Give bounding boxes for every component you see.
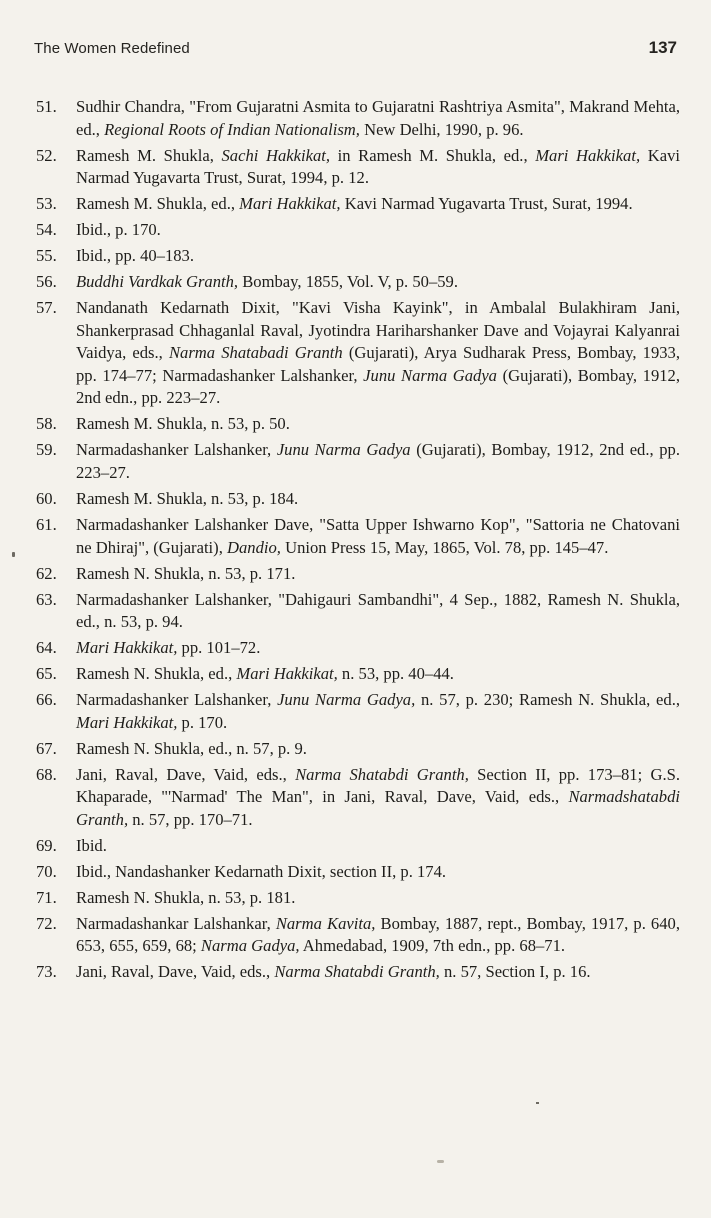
endnote-number: 73. (36, 962, 57, 982)
endnote-number: 70. (36, 861, 57, 881)
endnote-text-run: Ibid., Nandashanker Kedarnath Dixit, section II, p. 174. (76, 861, 447, 881)
endnote-text (76, 913, 680, 958)
endnote-item (36, 488, 680, 511)
endnote-title-italic: Narma Shatabadi Granth (168, 343, 343, 363)
endnote-text-run: pp. 101–72. (177, 638, 261, 658)
endnote-text-run: Ibid. (76, 835, 107, 855)
endnote-item (36, 738, 680, 761)
endnote-item (36, 413, 680, 436)
endnote-text (76, 835, 680, 858)
endnote-number: 68. (36, 764, 57, 784)
endnote-number: 62. (36, 563, 57, 583)
endnote-item (36, 219, 680, 242)
endnote-title-italic: Junu Narma Gadya (363, 365, 497, 385)
endnote-title-italic: Mari Hakkikat, (239, 194, 341, 214)
endnote-item (36, 887, 680, 910)
endnote-text-run: Ramesh M. Shukla, n. 53, p. 50. (76, 414, 290, 434)
endnote-text (76, 488, 680, 511)
margin-speck (12, 552, 15, 557)
endnote-item (36, 96, 680, 141)
endnote-item (36, 563, 680, 586)
endnote-text (76, 297, 680, 410)
endnote-text-run: Ibid., pp. 40–183. (76, 246, 194, 266)
endnote-text-run: Bombay, 1855, Vol. V, p. 50–59. (238, 272, 458, 292)
endnotes-list (36, 96, 680, 987)
endnote-item (36, 439, 680, 484)
endnote-text-run: Ramesh N. Shukla, n. 53, p. 171. (76, 563, 296, 583)
endnote-text (76, 563, 680, 586)
endnote-text-run: Ahmedabad, 1909, 7th edn., pp. 68–71. (299, 936, 566, 956)
endnote-number: 71. (36, 887, 57, 907)
endnote-text (76, 413, 680, 436)
endnote-text (76, 96, 680, 141)
endnote-title-italic: Mari Hakkikat, (76, 638, 178, 658)
endnote-text (76, 637, 680, 660)
endnote-item (36, 835, 680, 858)
endnote-text-run: Ramesh M. Shukla, ed., (76, 194, 240, 214)
endnote-title-italic: Narmadshatabdi Granth, (76, 787, 680, 829)
endnote-text-run: Kavi Narmad Yugavarta Trust, Surat, 1994, p. 12. (76, 145, 680, 188)
endnote-text (76, 663, 680, 686)
endnote-item (36, 913, 680, 958)
endnote-text-run: Jani, Raval, Dave, Vaid, eds., (76, 962, 275, 982)
endnote-title-italic: Narma Gadya, (200, 936, 300, 956)
endnote-title-italic: Buddhi Vardkak Granth, (76, 272, 239, 292)
endnote-text-run: Ramesh N. Shukla, ed., (76, 664, 237, 684)
endnote-text (76, 764, 680, 832)
endnote-title-italic: Sachi Hakkikat, (221, 145, 331, 165)
endnote-number: 58. (36, 414, 57, 434)
endnote-title-italic: Narma Shatabdi Granth, (274, 962, 440, 982)
endnote-text-run: n. 57, p. 230; Ramesh N. Shukla, ed., (415, 690, 680, 710)
endnote-number: 63. (36, 589, 57, 609)
endnote-number: 66. (36, 690, 57, 710)
endnote-text (76, 245, 680, 268)
endnote-text-run: Narmadashanker Lalshanker Dave, "Satta Upper Ishwarno Kop", "Sattoria ne Chatovani ne Dhiraj", (Gujarati), (76, 515, 680, 557)
endnote-title-italic: Junu Narma Gadya, (277, 690, 416, 710)
endnote-item (36, 514, 680, 559)
endnote-text (76, 689, 680, 734)
endnote-text-run: n. 57, Section I, p. 16. (439, 962, 591, 982)
endnote-item (36, 637, 680, 660)
endnote-text (76, 514, 680, 559)
endnote-number: 51. (36, 97, 57, 116)
endnote-title-italic: Mari Hakkikat, (76, 712, 178, 732)
endnote-text-run: Ramesh N. Shukla, n. 53, p. 181. (76, 887, 296, 907)
endnote-text-run: (Gujarati), Bombay, 1912, 2nd ed., pp. 223–27. (76, 440, 680, 483)
endnote-item (36, 764, 680, 832)
endnote-text-run: n. 53, pp. 40–44. (337, 664, 454, 684)
print-smudge (437, 1160, 444, 1163)
endnote-text-run: Narmadashanker Lalshanker, (76, 440, 277, 460)
endnote-item (36, 271, 680, 294)
endnote-item (36, 861, 680, 884)
endnote-text-run: Bombay, 1887, rept., Bombay, 1917, p. 640, 653, 655, 659, 68; (76, 913, 680, 956)
endnote-number: 59. (36, 440, 57, 460)
endnote-item (36, 145, 680, 190)
endnote-text-run: Ramesh N. Shukla, ed., n. 57, p. 9. (76, 738, 307, 758)
endnote-text-run: Ramesh M. Shukla, (76, 145, 222, 165)
endnote-item (36, 689, 680, 734)
endnote-number: 55. (36, 246, 57, 266)
endnote-text (76, 589, 680, 634)
endnote-number: 53. (36, 194, 57, 214)
endnote-text (76, 271, 680, 294)
endnote-text-run: Jani, Raval, Dave, Vaid, eds., (76, 764, 296, 784)
endnote-text-run: in Ramesh M. Shukla, ed., (330, 145, 536, 165)
endnote-title-italic: Dandio, (227, 537, 281, 557)
endnote-text-run: p. 170. (177, 712, 228, 732)
endnote-title-italic: Narma Shatabdi Granth, (295, 764, 469, 784)
endnote-text-run: New Delhi, 1990, p. 96. (359, 119, 524, 139)
endnote-text (76, 439, 680, 484)
endnote-number: 56. (36, 272, 57, 292)
endnote-text-run: (Gujarati), Bombay, 1912, 2nd edn., pp. 223–27. (76, 365, 680, 408)
print-speck (536, 1102, 539, 1104)
page-number: 137 (648, 38, 677, 57)
endnote-text-run: n. 57, pp. 170–71. (128, 809, 253, 829)
endnote-text (76, 219, 680, 242)
endnote-number: 54. (36, 220, 57, 240)
endnote-text (76, 193, 680, 216)
endnote-text-run: Ramesh M. Shukla, n. 53, p. 184. (76, 489, 299, 509)
endnote-text (76, 887, 680, 910)
endnote-number: 72. (36, 913, 57, 933)
endnote-number: 61. (36, 515, 57, 534)
endnote-text (76, 145, 680, 190)
endnote-title-italic: Mari Hakkikat, (236, 664, 338, 684)
endnote-item (36, 663, 680, 686)
endnote-number: 57. (36, 298, 57, 318)
endnote-number: 64. (36, 638, 57, 658)
endnote-title-italic: Junu Narma Gadya (276, 440, 411, 460)
endnote-text-run: Nandanath Kedarnath Dixit, "Kavi Visha Kayink", in Ambalal Bulakhiram Jani, Shankerprasad Chhaganlal Raval, Jyotindra Hariharshanker Dave and Vojayrai Kalyanrai Vaidya, eds., (76, 298, 680, 363)
endnote-text-run: Kavi Narmad Yugavarta Trust, Surat, 1994. (340, 194, 633, 214)
endnote-text-run: (Gujarati), Arya Sudharak Press, Bombay, 1933, pp. 174–77; Narmadashanker Lalshanker, (76, 343, 680, 385)
endnote-text-run: Sudhir Chandra, "From Gujaratni Asmita to Gujaratni Rashtriya Asmita", Makrand Mehta, ed., (76, 97, 680, 139)
endnote-text (76, 738, 680, 761)
endnote-text-run: Union Press 15, May, 1865, Vol. 78, pp. 145–47. (280, 537, 609, 557)
endnote-item (36, 589, 680, 634)
endnote-text-run: Narmadashankar Lalshankar, (76, 913, 276, 933)
running-header-title: The Women Redefined (34, 40, 190, 57)
endnote-item (36, 297, 680, 410)
endnote-text-run: Section II, pp. 173–81; G.S. Khaparade, "'Narmad' The Man", in Jani, Raval, Dave, Vaid, eds., (76, 764, 680, 807)
endnote-item (36, 193, 680, 216)
endnote-text-run: Narmadashanker Lalshanker, (76, 690, 278, 710)
endnote-title-italic: Mari Hakkikat, (535, 145, 641, 165)
endnote-number: 69. (36, 835, 57, 855)
endnote-text-run: Narmadashanker Lalshanker, "Dahigauri Sambandhi", 4 Sep., 1882, Ramesh N. Shukla, ed., n. 53, p. 94. (76, 589, 680, 632)
endnote-number: 67. (36, 738, 57, 758)
endnote-text (76, 961, 680, 984)
endnote-number: 60. (36, 489, 57, 509)
endnote-item (36, 245, 680, 268)
endnote-title-italic: Regional Roots of Indian Nationalism, (104, 119, 360, 139)
endnote-item (36, 961, 680, 984)
endnote-number: 52. (36, 145, 57, 165)
endnote-text-run: Ibid., p. 170. (76, 220, 161, 240)
endnote-text (76, 861, 680, 884)
endnote-title-italic: Narma Kavita, (275, 913, 376, 933)
endnote-number: 65. (36, 664, 57, 684)
